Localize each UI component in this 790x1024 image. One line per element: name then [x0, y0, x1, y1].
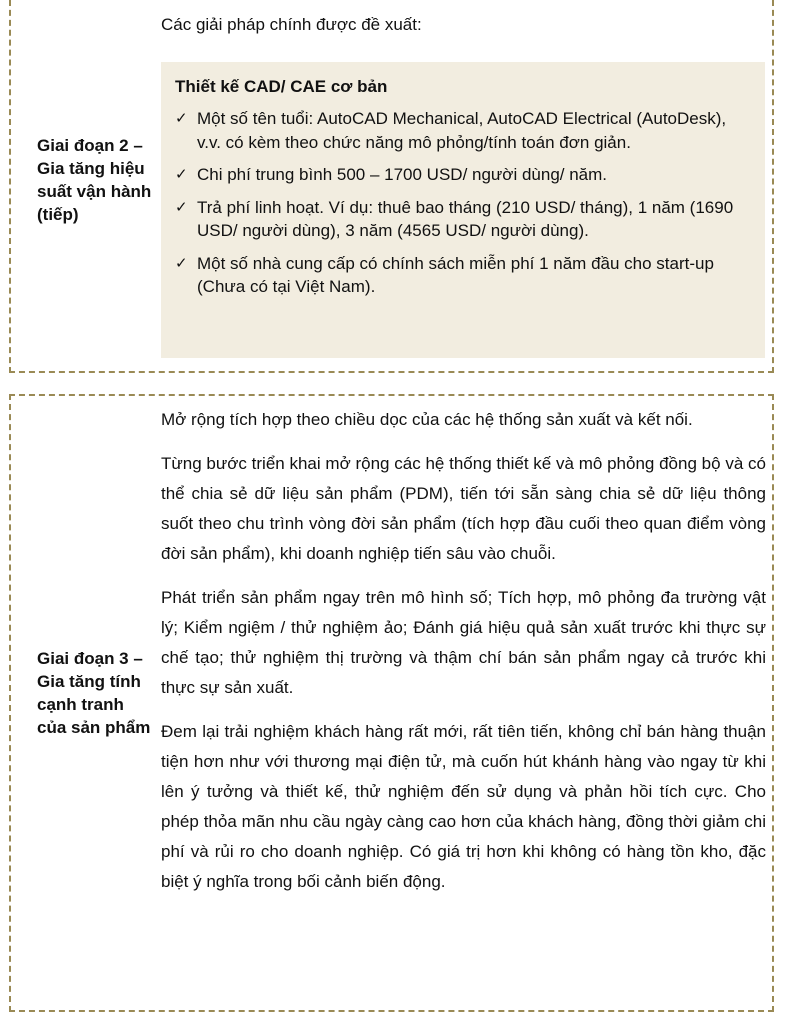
bullet-text: Một số nhà cung cấp có chính sách miễn phí 1 năm đầu cho start-up (Chưa có tại Việt Nam). [197, 253, 714, 296]
stage-2-title: Giai đoạn 2 – Gia tăng hiệu suất vận hành (tiếp) [37, 136, 152, 224]
stage-3-title: Giai đoạn 3 – Gia tăng tính cạnh tranh của sản phẩm [37, 649, 151, 737]
paragraph: Từng bước triển khai mở rộng các hệ thống thiết kế và mô phỏng đồng bộ và có thể chia sẻ dữ liệu sản phẩm (PDM), tiến tới sẵn sàng chia sẻ dữ liệu thông suốt theo chu trình vòng đời sản phẩm (tích hợp đầu cuối theo quan điểm vòng đời sản phẩm), khi doanh nghiệp tiến sâu vào chuỗi. [161, 454, 766, 563]
cad-cae-title: Thiết kế CAD/ CAE cơ bản [175, 77, 388, 96]
bullet-item [175, 252, 751, 299]
check-icon: ✓ [175, 253, 188, 272]
stage-3-section [9, 394, 774, 1012]
check-icon: ✓ [175, 109, 188, 127]
bullet-item [175, 196, 751, 243]
paragraph: Phát triển sản phẩm ngay trên mô hình số; Tích hợp, mô phỏng đa trường vật lý; Kiểm ngiệm / thử nghiệm ảo; Đánh giá hiệu quả sản xuất trước khi thực sự chế tạo; thử nghiệm thị trường và thậm chí bán sản phẩm ngay cả trước khi thực sự sản xuất. [161, 588, 766, 697]
paragraph: Đem lại trải nghiệm khách hàng rất mới, rất tiên tiến, không chỉ bán hàng thuận tiện hơn như với thương mại điện tử, mà cuốn hút khánh hàng vào ngay từ khi lên ý tưởng và thiết kế, thử nghiệm đến sử dụng và phản hồi tích cực. Cho phép thỏa mãn nhu cầu ngày càng cao hơn của khách hàng, đồng thời giảm chi phí và rủi ro cho doanh nghiệp. Có giá trị hơn khi không có hàng tồn kho, đặc biệt ý nghĩa trong bối cảnh biến động. [161, 722, 766, 891]
check-icon: ✓ [175, 197, 188, 216]
stage-2-section [9, 0, 774, 373]
solutions-intro: Các giải pháp chính được đề xuất: [161, 15, 422, 34]
bullet-text: Trả phí linh hoạt. Ví dụ: thuê bao tháng (210 USD/ tháng), 1 năm (1690 USD/ người dùng), 3 năm (4565 USD/ người dùng). [197, 197, 734, 240]
stage-3-content [161, 405, 766, 911]
bullet-text: Chi phí trung bình 500 – 1700 USD/ người dùng/ năm. [197, 165, 608, 184]
paragraph: Mở rộng tích hợp theo chiều dọc của các hệ thống sản xuất và kết nối. [161, 410, 693, 429]
bullet-item [175, 163, 751, 187]
bullet-text: Một số tên tuổi: AutoCAD Mechanical, AutoCAD Electrical (AutoDesk), v.v. có kèm theo chức năng mô phỏng/tính toán đơn giản. [197, 109, 727, 152]
check-icon: ✓ [175, 165, 188, 183]
cad-cae-box [161, 62, 765, 358]
bullet-item [175, 107, 751, 154]
